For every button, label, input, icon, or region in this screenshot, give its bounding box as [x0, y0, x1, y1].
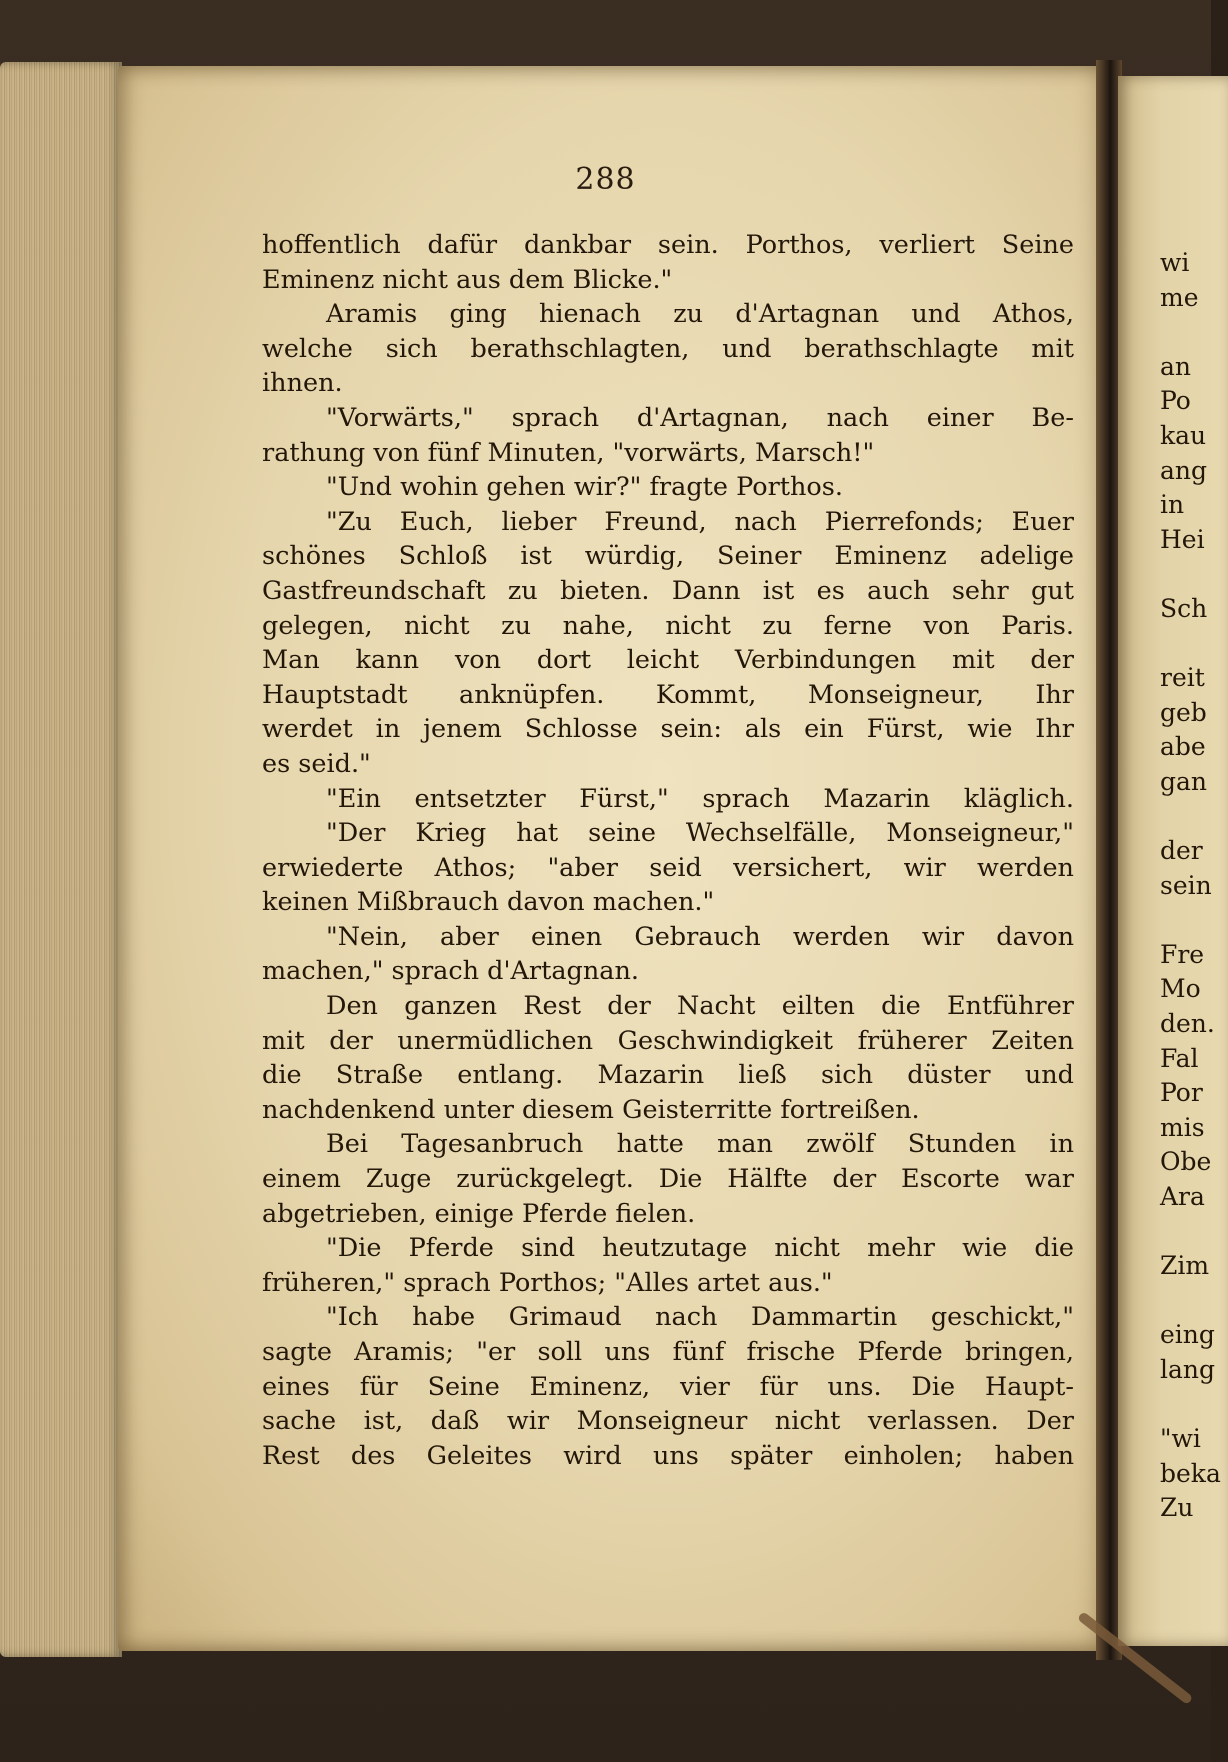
text-line: welche sich berathschlagten, und berathschlagte mit — [262, 333, 1074, 364]
text-line: rathung von fünf Minuten, "vorwärts, Marsch!" — [262, 437, 875, 468]
next-page-line-fragment: an — [1160, 351, 1192, 381]
next-page-line-fragment: Por — [1160, 1078, 1203, 1108]
next-page-line-fragment — [1160, 800, 1220, 835]
next-page-line-fragment: lang — [1160, 1355, 1216, 1384]
text-line: die Straße entlang. Mazarin ließ sich düster und — [262, 1060, 1074, 1091]
text-line: sagte Aramis; "er soll uns fünf frische Pferde bringen, — [262, 1337, 1074, 1367]
text-line: Gastfreundschaft zu bieten. Dann ist es auch sehr gut — [262, 575, 1074, 606]
page-edge-stack — [0, 62, 122, 1657]
text-line: gelegen, nicht zu nahe, nicht zu ferne von Paris. — [262, 610, 1074, 641]
text-line: "Nein, aber einen Gebrauch werden wir davon — [326, 921, 1074, 952]
next-page-line-fragment: kau — [1160, 420, 1207, 450]
text-line: einem Zuge zurückgelegt. Die Hälfte der Escorte war — [262, 1164, 1074, 1195]
next-page-text — [1160, 246, 1220, 1526]
next-page-line-fragment: der — [1160, 836, 1203, 866]
text-line: Den ganzen Rest der Nacht eilten die Entführer — [326, 991, 1074, 1022]
next-page-line-fragment: Fre — [1160, 939, 1205, 969]
next-page-line-fragment: in — [1160, 490, 1185, 520]
text-line: eines für Seine Eminenz, vier für uns. Die Haupt- — [262, 1371, 1074, 1402]
text-line: "Die Pferde sind heutzutage nicht mehr wie die — [326, 1233, 1074, 1264]
next-page-line-fragment — [1160, 1388, 1220, 1423]
text-line: Aramis ging hienach zu d'Artagnan und Athos, — [326, 299, 1074, 330]
text-line: Bei Tagesanbruch hatte man zwölf Stunden in — [326, 1129, 1074, 1160]
page-text — [262, 228, 1074, 1473]
text-line: machen," sprach d'Artagnan. — [262, 956, 640, 987]
text-line: ihnen. — [262, 368, 343, 399]
text-line: hoffentlich dafür dankbar sein. Porthos, verliert Seine — [262, 230, 1074, 260]
next-page-line-fragment: Zim — [1160, 1251, 1210, 1281]
next-page-line-fragment — [1160, 315, 1220, 350]
next-page-line-fragment: eing — [1160, 1320, 1215, 1350]
text-line: mit der unermüdlichen Geschwindigkeit früherer Zeiten — [262, 1025, 1074, 1056]
next-page-line-fragment: Obe — [1160, 1147, 1212, 1177]
next-page-line-fragment: Mo — [1160, 974, 1201, 1004]
text-line: Hauptstadt anknüpfen. Kommt, Monseigneur, Ihr — [262, 679, 1074, 710]
next-page-line-fragment: Zu — [1160, 1493, 1194, 1523]
next-page-line-fragment — [1160, 557, 1220, 592]
next-page-line-fragment: beka — [1160, 1458, 1221, 1488]
next-page-line-fragment: Hei — [1160, 524, 1205, 554]
next-page-line-fragment — [1160, 627, 1220, 662]
next-page-line-fragment: Ara — [1160, 1182, 1205, 1212]
text-line: "Ich habe Grimaud nach Dammartin geschickt," — [326, 1302, 1074, 1333]
text-line: erwiederte Athos; "aber seid versichert, wir werden — [262, 852, 1074, 883]
text-line: Eminenz nicht aus dem Blicke." — [262, 264, 673, 295]
next-page-line-fragment: geb — [1160, 697, 1207, 727]
next-page-line-fragment: wi — [1160, 248, 1190, 277]
next-page-line-fragment — [1160, 903, 1220, 938]
text-line: abgetrieben, einige Pferde fielen. — [262, 1198, 696, 1229]
text-line: nachdenkend unter diesem Geisterritte fortreißen. — [262, 1094, 920, 1125]
text-line: früheren," sprach Porthos; "Alles artet aus." — [262, 1267, 833, 1298]
next-page-line-fragment: gan — [1160, 766, 1208, 796]
text-line: "Ein entsetzter Fürst," sprach Mazarin kläglich. — [326, 783, 1074, 814]
next-page-line-fragment: Fal — [1160, 1043, 1199, 1073]
text-line: keinen Mißbrauch davon machen." — [262, 887, 715, 918]
next-page-line-fragment: Po — [1160, 386, 1191, 416]
text-line: "Und wohin gehen wir?" fragte Porthos. — [326, 472, 843, 503]
next-page-line-fragment: mis — [1160, 1112, 1205, 1142]
next-page-line-fragment: Sch — [1160, 593, 1208, 623]
text-line: Man kann von dort leicht Verbindungen mit der — [262, 645, 1074, 676]
text-line: es seid." — [262, 748, 371, 779]
next-page-line-fragment: abe — [1160, 732, 1206, 762]
text-line: werdet in jenem Schlosse sein: als ein Fürst, wie Ihr — [262, 714, 1074, 745]
next-page-line-fragment: den. — [1160, 1009, 1215, 1039]
next-page-line-fragment: ang — [1160, 455, 1208, 485]
next-page-line-fragment — [1160, 1215, 1220, 1250]
page-number: 288 — [575, 162, 636, 197]
text-line: schönes Schloß ist würdig, Seiner Eminenz adelige — [262, 541, 1074, 572]
text-line: "Der Krieg hat seine Wechselfälle, Monseigneur," — [326, 818, 1074, 849]
next-page-line-fragment: me — [1160, 282, 1199, 312]
text-line: "Zu Euch, lieber Freund, nach Pierrefonds; Euer — [326, 506, 1074, 537]
next-page-line-fragment — [1160, 1284, 1220, 1319]
text-line: sache ist, daß wir Monseigneur nicht verlassen. Der — [262, 1406, 1074, 1437]
next-page-line-fragment: sein — [1160, 870, 1212, 900]
text-line: Rest des Geleites wird uns später einholen; haben — [262, 1440, 1074, 1471]
text-line: "Vorwärts," sprach d'Artagnan, nach einer Be- — [326, 402, 1074, 433]
next-page-line-fragment: "wi — [1160, 1424, 1201, 1454]
next-page-line-fragment: reit — [1160, 663, 1205, 693]
